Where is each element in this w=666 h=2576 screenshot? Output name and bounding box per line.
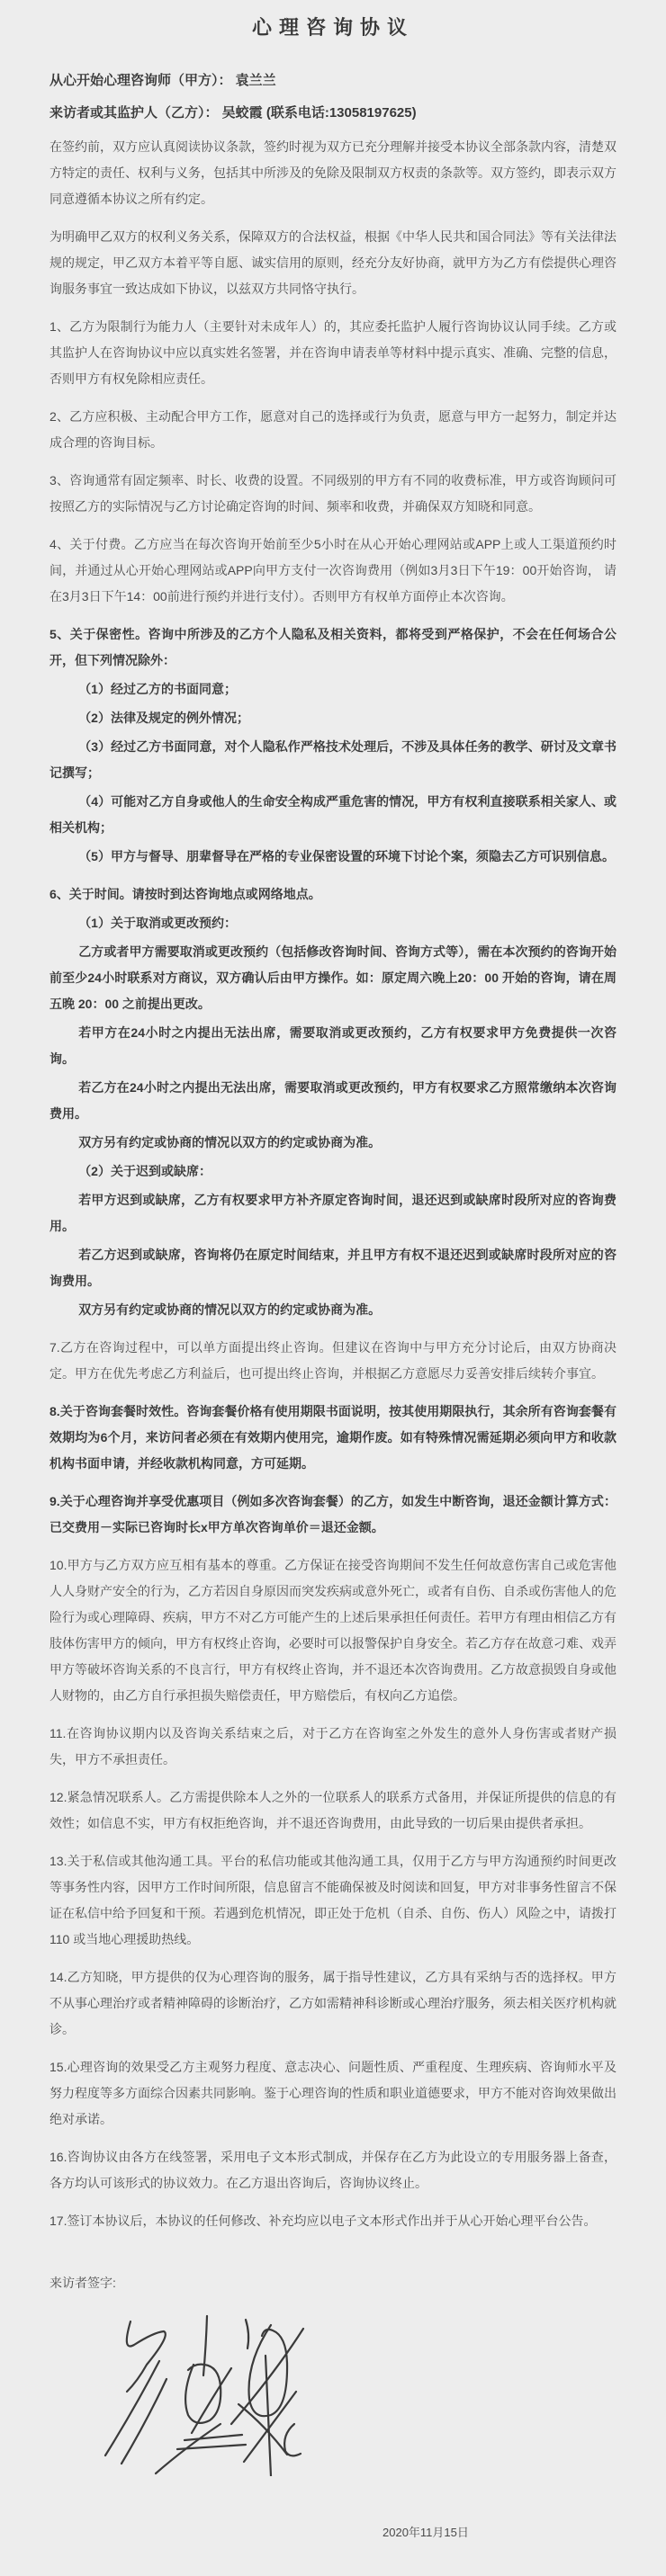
agreement-paragraph: 双方另有约定或协商的情况以双方的约定或协商为准。	[78, 1135, 382, 1149]
agreement-paragraph: （5）甲方与督导、朋辈督导在严格的专业保密设置的环境下讨论个案，须隐去乙方可识别信息。	[78, 849, 615, 863]
agreement-paragraph: （4）可能对乙方自身或他人的生命安全构成严重危害的情况，甲方有权利直接联系相关家人、或相关机构；	[50, 794, 616, 835]
handwritten-signature	[94, 2309, 309, 2476]
agreement-paragraph: （2）关于迟到或缺席：	[78, 1164, 212, 1178]
agreement-date: 2020年11月15日	[382, 2526, 469, 2539]
agreement-body	[50, 134, 616, 2234]
agreement-paragraph: 乙方或者甲方需要取消或更改预约（包括修改咨询时间、咨询方式等），需在本次预约的咨询开始前至少24小时联系对方商议，双方确认后由甲方操作。如：原定周六晚上20：00 开始的咨询，请在周五晚 20：00 之前提出更改。	[50, 944, 616, 1011]
agreement-paragraph: 16.咨询协议由各方在线签署，采用电子文本形式制成，并保存在乙方为此设立的专用服务器上备查，各方均认可该形式的协议效力。在乙方退出咨询后，咨询协议终止。	[50, 2150, 616, 2190]
agreement-paragraph: 15.心理咨询的效果受乙方主观努力程度、意志决心、问题性质、严重程度、生理疾病、咨询师水平及努力程度等多方面综合因素共同影响。鉴于心理咨询的性质和职业道德要求，甲方不能对咨询效果做出绝对承诺。	[50, 2060, 616, 2126]
agreement-paragraph: （3）经过乙方书面同意，对个人隐私作严格技术处理后，不涉及具体任务的教学、研讨及文章书记撰写；	[50, 739, 616, 780]
agreement-paragraph: 11.在咨询协议期内以及咨询关系结束之后，对于乙方在咨询室之外发生的意外人身伤害或者财产损失，甲方不承担责任。	[50, 1726, 616, 1767]
agreement-paragraph: 17.签订本协议后，本协议的任何修改、补充均应以电子文本形式作出并于从心开始心理平台公告。	[50, 2214, 597, 2228]
agreement-paragraph: 若甲方在24小时之内提出无法出席，需要取消或更改预约，乙方有权要求甲方免费提供一次咨询。	[50, 1025, 616, 1066]
agreement-paragraph: 3、咨询通常有固定频率、时长、收费的设置。不同级别的甲方有不同的收费标准，甲方或咨询顾问可按照乙方的实际情况与乙方讨论确定咨询的时间、频率和收费，并确保双方知晓和同意。	[50, 473, 616, 514]
party-b-line: 来访者或其监护人（乙方）： 吴蛟霞 (联系电话:13058197625)	[50, 105, 417, 121]
agreement-paragraph: （1）经过乙方的书面同意；	[78, 682, 237, 696]
agreement-paragraph: （2）法律及规定的例外情况；	[78, 711, 249, 725]
agreement-paragraph: 2、乙方应积极、主动配合甲方工作，愿意对自己的选择或行为负责，愿意与甲方一起努力，制定并达成合理的咨询目标。	[50, 409, 616, 450]
signature-ink-drawing	[94, 2309, 309, 2476]
party-a-line: 从心开始心理咨询师（甲方）： 袁兰兰	[50, 73, 276, 88]
agreement-paragraph: 为明确甲乙双方的权利义务关系，保障双方的合法权益，根据《中华人民共和国合同法》等有关法律法规的规定，甲乙双方本着平等自愿、诚实信用的原则，经充分友好协商，就甲方为乙方有偿提供心理咨询服务事宜一致达成如下协议，以兹双方共同恪守执行。	[50, 229, 616, 296]
agreement-paragraph: 14.乙方知晓，甲方提供的仅为心理咨询的服务，属于指导性建议，乙方具有采纳与否的选择权。甲方不从事心理治疗或者精神障碍的诊断治疗，乙方如需精神科诊断或心理治疗服务，须去相关医疗机构就诊。	[50, 1970, 616, 2036]
signature-label: 来访者签字:	[50, 2276, 116, 2290]
page-title: 心理咨询协议	[251, 16, 414, 39]
agreement-paragraph: 若乙方迟到或缺席，咨询将仍在原定时间结束，并且甲方有权不退还迟到或缺席时段所对应的咨询费用。	[50, 1248, 616, 1288]
agreement-paragraph: 9.关于心理咨询并享受优惠项目（例如多次咨询套餐）的乙方，如发生中断咨询，退还金额计算方式：已交费用－实际已咨询时长x甲方单次咨询单价＝退还金额。	[50, 1494, 616, 1534]
agreement-paragraph: 4、关于付费。乙方应当在每次咨询开始前至少5小时在从心开始心理网站或APP上或人工渠道预约时间，并通过从心开始心理网站或APP向甲方支付一次咨询费用（例如3月3日下午19：00开始咨询， 请在3月3日下午14：00前进行预约并进行支付）。否则甲方有权单方面停止本次咨询。	[50, 537, 616, 604]
agreement-paragraph: 6、关于时间。请按时到达咨询地点或网络地点。	[50, 887, 321, 901]
agreement-paragraph: 10.甲方与乙方双方应互相有基本的尊重。乙方保证在接受咨询期间不发生任何故意伤害自己或危害他人人身财产安全的行为，乙方若因自身原因而突发疾病或意外死亡，或者有自伤、自杀或伤害他人的危险行为或心理障碍、疾病，甲方不对乙方可能产生的上述后果承担任何责任。若甲方有理由相信乙方有肢体伤害甲方的倾向，甲方有权终止咨询，必要时可以报警保护自身安全。若乙方存在故意刁难、戏弄甲方等破坏咨询关系的不良言行，甲方有权终止咨询，并不退还本次咨询费用。乙方故意损毁自身或他人财物的，由乙方自行承担损失赔偿责任，甲方赔偿后，有权向乙方追偿。	[50, 1558, 616, 1703]
agreement-paragraph: 双方另有约定或协商的情况以双方的约定或协商为准。	[78, 1302, 382, 1317]
agreement-paragraph: （1）关于取消或更改预约：	[78, 916, 237, 930]
agreement-paragraph: 若甲方迟到或缺席，乙方有权要求甲方补齐原定咨询时间，退还迟到或缺席时段所对应的咨询费用。	[50, 1193, 616, 1233]
agreement-paragraph: 7.乙方在咨询过程中，可以单方面提出终止咨询。但建议在咨询中与甲方充分讨论后，由双方协商决定。甲方在优先考虑乙方利益后，也可提出终止咨询，并根据乙方意愿尽力妥善安排后续转介事宜。	[50, 1340, 616, 1381]
agreement-paragraph: 5、关于保密性。咨询中所涉及的乙方个人隐私及相关资料，都将受到严格保护，不会在任何场合公开，但下列情况除外：	[50, 627, 616, 667]
agreement-paragraph: 8.关于咨询套餐时效性。咨询套餐价格有使用期限书面说明，按其使用期限执行，其余所有咨询套餐有效期均为6个月，来访问者必须在有效期内使用完，逾期作废。如有特殊情况需延期必须向甲方和收款机构书面申请，并经收款机构同意，方可延期。	[50, 1404, 616, 1471]
agreement-paragraph: 1、乙方为限制行为能力人（主要针对未成年人）的，其应委托监护人履行咨询协议认同手续。乙方或其监护人在咨询协议中应以真实姓名签署，并在咨询申请表单等材料中提示真实、准确、完整的信息，否则甲方有权免除相应责任。	[50, 319, 616, 386]
agreement-paragraph: 在签约前，双方应认真阅读协议条款，签约时视为双方已充分理解并接受本协议全部条款内容，清楚双方特定的责任、权利与义务，包括其中所涉及的免除及限制双方权责的条款等。双方签约，即表示双方同意遵循本协议之所有约定。	[50, 139, 616, 206]
agreement-paragraph: 若乙方在24小时之内提出无法出席，需要取消或更改预约，甲方有权要求乙方照常缴纳本次咨询费用。	[50, 1080, 616, 1121]
agreement-paragraph: 13.关于私信或其他沟通工具。平台的私信功能或其他沟通工具，仅用于乙方与甲方沟通预约时间更改等事务性内容，因甲方工作时间所限，信息留言不能确保被及时阅读和回复，甲方对非事务性留言不保证在私信中给予回复和干预。若遇到危机情况，即正处于危机（自杀、自伤、伤人）风险之中，请拨打 110 或当地心理援助热线。	[50, 1854, 616, 1946]
agreement-paragraph: 12.紧急情况联系人。乙方需提供除本人之外的一位联系人的联系方式备用，并保证所提供的信息的有效性；如信息不实，甲方有权拒绝咨询，并不退还咨询费用，由此导致的一切后果由提供者承担。	[50, 1790, 616, 1830]
